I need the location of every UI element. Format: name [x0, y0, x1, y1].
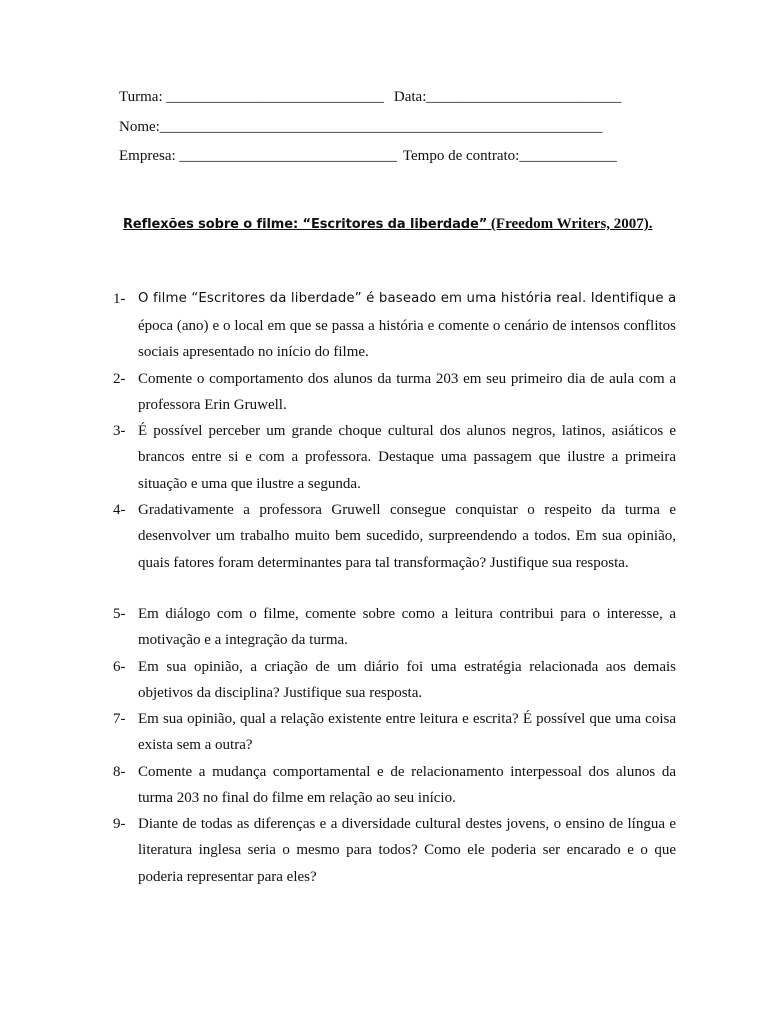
header-row-turma-data [119, 87, 621, 107]
question-number: 9- [113, 816, 126, 832]
question-number: 1- [113, 291, 126, 307]
nome-field[interactable]: Nome:___________________________________________________________ [119, 119, 603, 135]
question-1 [113, 286, 676, 312]
question-5 [113, 601, 676, 654]
question-text: Em sua opinião, a criação de um diário foi uma estratégia relacionada aos demais objetivos da disciplina? Justifique sua resposta. [138, 659, 676, 702]
question-text: Comente a mudança comportamental e de relacionamento interpessoal dos alunos da turma 203 no final do filme em relação ao seu início. [138, 764, 676, 807]
question-text: Diante de todas as diferenças e a diversidade cultural destes jovens, o ensino de língua e literatura inglesa seria o mesmo para todos? Como ele poderia ser encarado e o que poderia representar para eles? [138, 816, 676, 885]
title-subtitle: (Freedom Writers, 2007). [487, 216, 653, 232]
tempo-contrato-field[interactable]: Tempo de contrato:_____________ [402, 148, 617, 164]
question-number: 4- [113, 502, 126, 518]
question-text: O filme “Escritores da liberdade” é baseado em uma história real. Identifique a [138, 291, 677, 306]
question-3 [113, 418, 676, 497]
question-text: Gradativamente a professora Gruwell consegue conquistar o respeito da turma e desenvolver um trabalho muito bem sucedido, surpreendendo a todos. Em sua opinião, quais fatores foram determinantes para tal transformação? Justifique sua resposta. [138, 502, 676, 571]
question-number: 2- [113, 371, 126, 387]
question-text: Em sua opinião, qual a relação existente entre leitura e escrita? É possível que uma coisa exista sem a outra? [138, 711, 676, 754]
question-number: 7- [113, 711, 126, 727]
question-text: Comente o comportamento dos alunos da turma 203 em seu primeiro dia de aula com a professora Erin Gruwell. [138, 371, 676, 414]
empresa-field[interactable]: Empresa: _____________________________ [119, 148, 397, 164]
question-6 [113, 654, 676, 707]
question-number: 6- [113, 659, 126, 675]
question-8 [113, 759, 676, 812]
question-7 [113, 706, 676, 759]
turma-field[interactable]: Turma: _____________________________ [119, 89, 384, 105]
header-row-nome [119, 117, 602, 137]
question-number: 3- [113, 423, 126, 439]
header-row-empresa-tempo [119, 146, 617, 166]
document-title [123, 214, 653, 235]
question-number: 5- [113, 606, 126, 622]
question-text: É possível perceber um grande choque cultural dos alunos negros, latinos, asiáticos e brancos entre si e com a professora. Destaque uma passagem que ilustre a primeira situação e uma que ilustre a segunda. [138, 423, 676, 492]
data-field[interactable]: Data:__________________________ [393, 89, 622, 105]
question-number: 8- [113, 764, 126, 780]
question-text: Em diálogo com o filme, comente sobre como a leitura contribui para o interesse, a motivação e a integração da turma. [138, 606, 676, 649]
question-4 [113, 497, 676, 576]
title-main: Reflexões sobre o filme: “Escritores da liberdade” [123, 217, 488, 232]
question-9 [113, 811, 676, 890]
question-1-continued [113, 313, 676, 366]
question-2 [113, 366, 676, 419]
question-text: época (ano) e o local em que se passa a história e comente o cenário de intensos conflitos sociais apresentado no início do filme. [138, 318, 676, 361]
